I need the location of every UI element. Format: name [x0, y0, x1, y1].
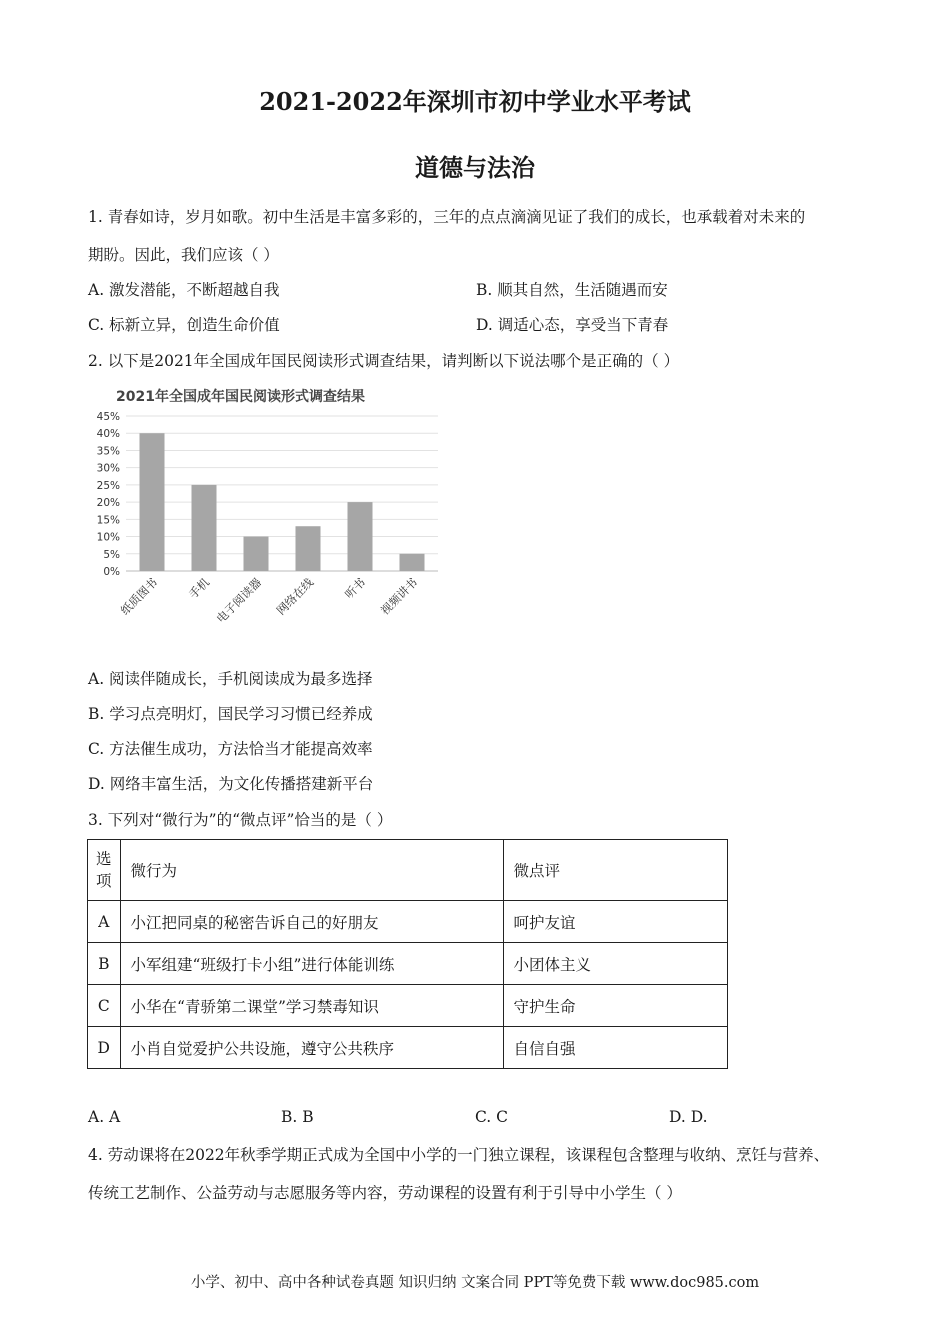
table-row: [88, 901, 728, 943]
y-tick-label: 20%: [96, 497, 120, 510]
q2-option-d: D. 网络丰富生活，为文化传播搭建新平台: [88, 775, 374, 793]
reading-survey-chart: [88, 378, 458, 640]
q4-stem-line2: 传统工艺制作、公益劳动与志愿服务等内容，劳动课程的设置有利于引导中小学生（ ）: [88, 1184, 682, 1202]
bar: [348, 502, 373, 571]
header-comment: 微点评: [503, 840, 727, 901]
x-category-label: 手机: [185, 575, 213, 602]
row-behavior: 小军组建“班级打卡小组”进行体能训练: [120, 943, 503, 985]
q3-option-c: C. C: [475, 1108, 509, 1126]
y-tick-label: 40%: [96, 428, 120, 441]
row-comment: 守护生命: [503, 985, 727, 1027]
q1-stem-line1: 1. 青春如诗，岁月如歌。初中生活是丰富多彩的，三年的点点滴滴见证了我们的成长，也承载着对未来的: [88, 208, 806, 226]
table-header-row: [88, 840, 728, 901]
x-axis-labels: [118, 575, 421, 626]
row-comment: 小团体主义: [503, 943, 727, 985]
q1-option-c: C. 标新立异，创造生命价值: [88, 316, 280, 334]
x-category-label: 电子阅读器: [213, 575, 265, 626]
row-option: B: [88, 943, 121, 985]
y-tick-label: 35%: [96, 445, 120, 458]
row-option: A: [88, 901, 121, 943]
y-tick-label: 5%: [103, 548, 120, 561]
q3-option-b: B. B: [281, 1108, 314, 1126]
q3-stem: 3. 下列对“微行为”的“微点评”恰当的是（ ）: [88, 811, 393, 829]
chart-grid: [126, 416, 438, 571]
bar: [296, 526, 321, 571]
table-row: [88, 943, 728, 985]
header-behavior: 微行为: [120, 840, 503, 901]
chart-title: 2021年全国成年国民阅读形式调查结果: [116, 389, 365, 405]
bar: [244, 537, 269, 571]
q1-option-d: D. 调适心态，享受当下青春: [476, 316, 669, 334]
q2-option-b: B. 学习点亮明灯，国民学习习惯已经养成: [88, 705, 373, 723]
x-category-label: 纸质图书: [117, 575, 161, 618]
q2-option-a: A. 阅读伴随成长，手机阅读成为最多选择: [88, 670, 373, 688]
row-option: D: [88, 1027, 121, 1069]
row-comment: 呵护友谊: [503, 901, 727, 943]
q1-option-a: A. 激发潜能，不断超越自我: [88, 281, 280, 299]
q4-stem-line1: 4. 劳动课将在2022年秋季学期正式成为全国中小学的一门独立课程，该课程包含整理与收纳、烹饪与营养、: [88, 1146, 830, 1164]
row-comment: 自信自强: [503, 1027, 727, 1069]
y-tick-label: 45%: [96, 411, 120, 423]
q1-option-b: B. 顺其自然，生活随遇而安: [476, 281, 668, 299]
table-row: [88, 985, 728, 1027]
bar: [400, 554, 425, 571]
q3-option-a: A. A: [88, 1108, 121, 1126]
row-behavior: 小江把同桌的秘密告诉自己的好朋友: [120, 901, 503, 943]
q2-stem: 2. 以下是2021年全国成年国民阅读形式调查结果，请判断以下说法哪个是正确的（ ）: [88, 352, 680, 370]
y-tick-label: 15%: [96, 514, 120, 527]
subject-title: 道德与法治: [415, 153, 535, 182]
y-tick-label: 30%: [96, 462, 120, 475]
row-behavior: 小华在“青骄第二课堂”学习禁毒知识: [120, 985, 503, 1027]
row-behavior: 小肖自觉爱护公共设施，遵守公共秩序: [120, 1027, 503, 1069]
q3-table: [87, 839, 728, 1069]
bar: [140, 433, 165, 571]
x-category-label: 视频讲书: [377, 575, 421, 618]
y-tick-label: 25%: [96, 479, 120, 492]
x-category-label: 听书: [341, 575, 369, 602]
footer-text: 小学、初中、高中各种试卷真题 知识归纳 文案合同 PPT等免费下载 www.doc985.com: [190, 1275, 760, 1291]
header-option: 选项: [88, 840, 121, 901]
row-option: C: [88, 985, 121, 1027]
table-row: [88, 1027, 728, 1069]
q3-option-d: D. D.: [669, 1108, 708, 1126]
q1-stem-line2: 期盼。因此，我们应该（ ）: [88, 246, 279, 264]
y-tick-label: 10%: [96, 531, 120, 544]
bar: [192, 485, 217, 571]
page-title: 2021-2022年深圳市初中学业水平考试: [259, 87, 691, 116]
q2-option-c: C. 方法催生成功，方法恰当才能提高效率: [88, 740, 373, 758]
y-tick-label: 0%: [103, 566, 120, 578]
y-axis-ticks: [97, 411, 120, 578]
x-category-label: 网络在线: [273, 575, 317, 618]
